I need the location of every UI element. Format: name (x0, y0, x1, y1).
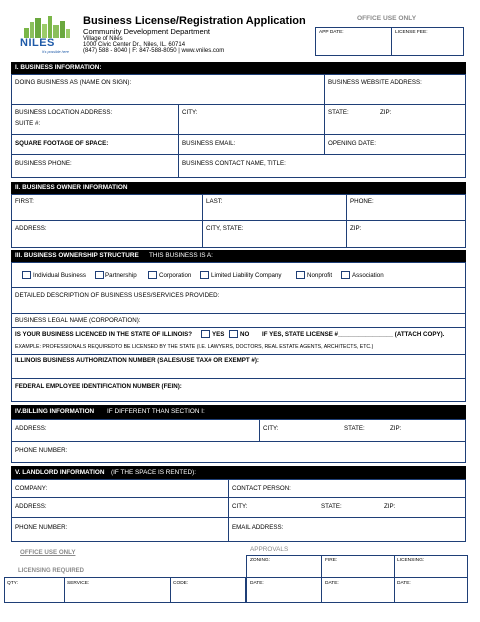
divider (11, 104, 466, 105)
license-fee-label: LICENSE FEE: (395, 30, 428, 35)
owner-zip-field[interactable]: ZIP: (350, 225, 362, 232)
office-use-divider (391, 27, 392, 56)
website-field[interactable]: BUSINESS WEBSITE ADDRESS: (328, 79, 422, 86)
licensing-box (4, 577, 246, 603)
app-date-label: APP DATE: (319, 30, 344, 35)
zoning-date-field[interactable]: DATE: (250, 581, 264, 586)
landlord-zip-field[interactable]: ZIP: (384, 503, 396, 510)
divider (64, 577, 65, 603)
divider (11, 354, 466, 355)
owner-last-field[interactable]: LAST: (206, 198, 223, 205)
divider (11, 287, 466, 288)
legal-name-field[interactable]: BUSINESS LEGAL NAME (CORPORATION): (15, 317, 141, 324)
divider (11, 517, 466, 518)
llc-checkbox[interactable] (200, 271, 209, 279)
tax-number-field[interactable]: ILLINOIS BUSINESS AUTHORIZATION NUMBER (SALES/USE TAX# OR EXEMPT #): (15, 357, 259, 364)
service-field[interactable]: SERVICE: (67, 581, 90, 586)
niles-logo (18, 14, 76, 56)
nonprofit-label: Nonprofit (307, 272, 333, 279)
divider (11, 220, 466, 221)
approvals-box (246, 555, 468, 603)
licensing-required: LICENSING REQUIRED (18, 568, 85, 574)
section3-subtitle: THIS BUSINESS IS A: (149, 252, 213, 259)
section2-header (11, 182, 466, 194)
divider (259, 419, 260, 441)
village-contact: (847) 588 - 8040 | F: 847-588-8050 | www.vniles.com (83, 48, 225, 54)
office-use-title: OFFICE USE ONLY (357, 15, 417, 22)
section4-subtitle: IF DIFFERENT THAN SECTION I: (107, 408, 205, 415)
divider (11, 134, 466, 135)
zoning-field[interactable]: ZONING: (250, 558, 270, 563)
owner-city-state-field[interactable]: CITY, STATE: (206, 225, 244, 232)
divider (228, 479, 229, 542)
fire-date-field[interactable]: DATE: (325, 581, 339, 586)
dept-name: Community Development Department (83, 27, 211, 36)
landlord-state-field[interactable]: STATE: (321, 503, 342, 510)
association-checkbox[interactable] (341, 271, 350, 279)
billing-state-field[interactable]: STATE: (344, 425, 365, 432)
state-license-field[interactable]: IF YES, STATE LICENSE #________________ (ATTACH COPY). (262, 331, 445, 338)
page-title: Business License/Registration Application (83, 15, 306, 27)
logo-text: NILES (20, 37, 55, 49)
code-field[interactable]: CODE: (173, 581, 189, 586)
zip-field[interactable]: ZIP: (380, 109, 392, 116)
section5-header (11, 466, 466, 479)
section3-header (11, 250, 466, 262)
divider (178, 104, 179, 178)
section5-title: V. LANDLORD INFORMATION (15, 469, 105, 476)
divider (170, 577, 171, 603)
landlord-email-field[interactable]: EMAIL ADDRESS: (232, 524, 284, 531)
divider (11, 154, 466, 155)
section2-title: II. BUSINESS OWNER INFORMATION (15, 184, 128, 191)
landlord-contact-field[interactable]: CONTACT PERSON: (232, 485, 291, 492)
divider (11, 441, 466, 442)
divider (11, 497, 466, 498)
partnership-label: Partnership (105, 272, 137, 279)
divider (11, 378, 466, 379)
section4-title: IV.BILLING INFORMATION (15, 408, 95, 415)
landlord-phone-field[interactable]: PHONE NUMBER: (15, 524, 68, 531)
landlord-address-field[interactable]: ADDRESS: (15, 503, 47, 510)
city-field[interactable]: CITY: (182, 109, 198, 116)
owner-first-field[interactable]: FIRST: (15, 198, 34, 205)
sqft-field[interactable]: SQUARE FOOTAGE OF SPACE: (15, 140, 109, 147)
dba-field[interactable]: DOING BUSINESS AS (NAME ON SIGN): (15, 79, 132, 86)
qty-field[interactable]: QTY: (7, 581, 18, 586)
license-example-note: EXAMPLE: PROFESSIONALS REQUIREDTO BE LICENSED BY THE STATE (I.E. LAWYERS, DOCTORS, REAL ESTATE AGENTS, ARCHITECTS, ETC.) (15, 344, 374, 350)
licensing-date-field[interactable]: DATE: (397, 581, 411, 586)
section1-title: I. BUSINESS INFORMATION: (15, 64, 102, 71)
licensing-field[interactable]: LICENSING: (397, 558, 425, 563)
billing-address-field[interactable]: ADDRESS: (15, 425, 47, 432)
corporation-label: Corporation (159, 272, 192, 279)
nonprofit-checkbox[interactable] (296, 271, 305, 279)
association-label: Association (352, 272, 384, 279)
fire-field[interactable]: FIRE: (325, 558, 338, 563)
village-name: Village of Niles (83, 36, 123, 42)
licensed-question: IS YOUR BUSINESS LICENCED IN THE STATE OF ILLINOIS? (15, 331, 193, 338)
location-field[interactable]: BUSINESS LOCATION ADDRESS: (15, 109, 113, 116)
billing-phone-field[interactable]: PHONE NUMBER: (15, 447, 68, 454)
section1-header (11, 62, 466, 74)
owner-address-field[interactable]: ADDRESS: (15, 225, 47, 232)
licensed-no-checkbox[interactable] (229, 330, 238, 338)
suite-field[interactable]: SUITE #: (15, 120, 41, 127)
corporation-checkbox[interactable] (148, 271, 157, 279)
licensed-yes-checkbox[interactable] (201, 330, 210, 338)
divider (346, 194, 347, 248)
divider (246, 577, 468, 578)
partnership-checkbox[interactable] (95, 271, 104, 279)
owner-phone-field[interactable]: PHONE: (350, 198, 374, 205)
llc-label: Limited Liability Company (211, 272, 282, 279)
landlord-company-field[interactable]: COMPANY: (15, 485, 48, 492)
divider (11, 327, 466, 328)
individual-label: Individual Business (33, 272, 86, 279)
divider (202, 194, 203, 248)
billing-city-field[interactable]: CITY: (263, 425, 279, 432)
divider (394, 555, 395, 603)
licensed-yes-label: YES (212, 331, 225, 338)
divider (324, 104, 325, 154)
footer-office-use: OFFICE USE ONLY (20, 549, 76, 556)
individual-checkbox[interactable] (22, 271, 31, 279)
section3-title: III. BUSINESS OWNERSHIP STRUCTURE (15, 252, 139, 259)
logo-tagline: It's possible here (42, 50, 69, 54)
billing-zip-field[interactable]: ZIP: (390, 425, 402, 432)
approvals-title: APPROVALS (250, 546, 289, 553)
village-address: 1000 Civic Center Dr., Niles, IL. 60714 (83, 42, 186, 48)
description-field[interactable]: DETAILED DESCRIPTION OF BUSINESS USES/SERVICES PROVIDED: (15, 292, 220, 299)
divider (321, 555, 322, 603)
state-field[interactable]: STATE: (328, 109, 349, 116)
divider (324, 74, 325, 104)
landlord-city-field[interactable]: CITY: (232, 503, 248, 510)
licensed-no-label: NO (240, 331, 250, 338)
business-phone-field[interactable]: BUSINESS PHONE: (15, 160, 72, 167)
section4-header (11, 405, 466, 419)
section5-subtitle: (IF THE SPACE IS RENTED): (111, 469, 196, 476)
section2-box (11, 194, 466, 248)
divider (11, 313, 466, 314)
fein-field[interactable]: FEDERAL EMPLOYEE IDENTIFICATION NUMBER (FEIN): (15, 383, 182, 390)
opening-date-field[interactable]: OPENING DATE: (328, 140, 377, 147)
contact-name-field[interactable]: BUSINESS CONTACT NAME, TITLE: (182, 160, 286, 167)
business-email-field[interactable]: BUSINESS EMAIL: (182, 140, 236, 147)
